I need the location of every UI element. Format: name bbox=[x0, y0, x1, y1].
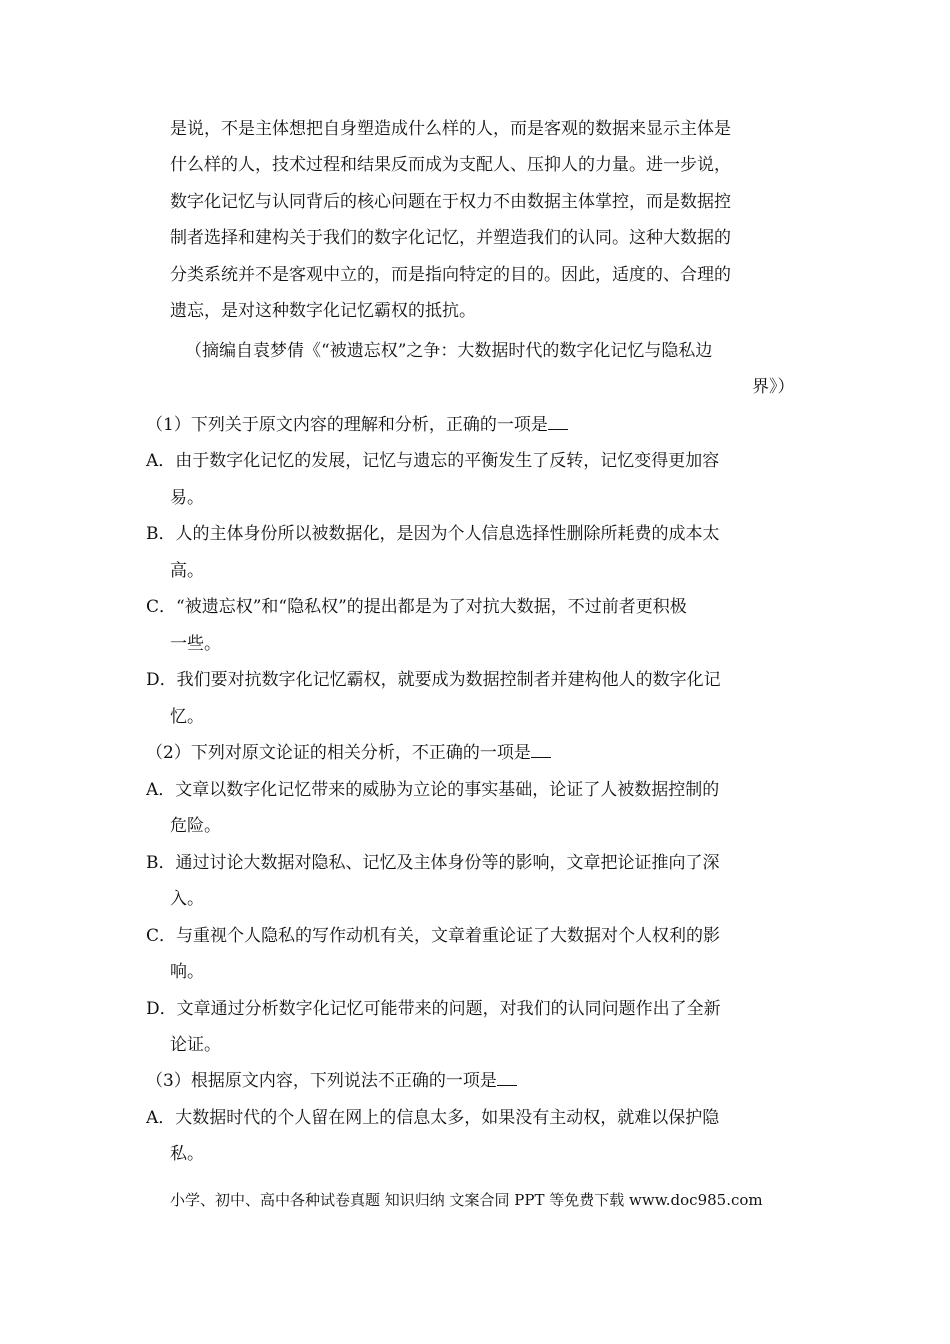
option-a-continued: 危险。 bbox=[170, 816, 221, 836]
question-stem: （2）下列对原文论证的相关分析，不正确的一项是 bbox=[146, 741, 551, 765]
option-d-continued: 忆。 bbox=[170, 707, 204, 727]
option-d[interactable]: D．我们要对抗数字化记忆霸权，就要成为数据控制者并建构他人的数字化记 bbox=[146, 670, 721, 690]
passage-line: 什么样的人，技术过程和结果反而成为支配人、压抑人的力量。进一步说， bbox=[170, 155, 731, 175]
passage-line: 制者选择和建构关于我们的数字化记忆，并塑造我们的认同。这种大数据的 bbox=[170, 228, 731, 248]
question-stem: （1）下列关于原文内容的理解和分析，正确的一项是 bbox=[146, 413, 568, 437]
source-citation-end: 界》） bbox=[752, 377, 795, 397]
passage-line: 数字化记忆与认同背后的核心问题在于权力不由数据主体掌控，而是数据控 bbox=[170, 192, 731, 212]
source-citation: （摘编自袁梦倩《“被遗忘权”之争：大数据时代的数字化记忆与隐私边 bbox=[185, 341, 713, 361]
option-c-continued: 一些。 bbox=[170, 634, 221, 654]
passage-line: 分类系统并不是客观中立的，而是指向特定的目的。因此，适度的、合理的 bbox=[170, 265, 731, 285]
option-a[interactable]: A．大数据时代的个人留在网上的信息太多，如果没有主动权，就难以保护隐 bbox=[146, 1108, 720, 1128]
passage-line: 是说，不是主体想把自身塑造成什么样的人，而是客观的数据来显示主体是 bbox=[170, 119, 731, 139]
passage-line: 遗忘，是对这种数字化记忆霸权的抵抗。 bbox=[170, 301, 476, 321]
option-a-continued: 易。 bbox=[170, 488, 204, 508]
page-footer: 小学、初中、高中各种试卷真题 知识归纳 文案合同 PPT 等免费下载 www.doc985.com bbox=[170, 1191, 763, 1209]
answer-blank[interactable] bbox=[497, 1069, 517, 1086]
option-c[interactable]: C．与重视个人隐私的写作动机有关，文章着重论证了大数据对个人权利的影 bbox=[146, 926, 721, 946]
option-d-continued: 论证。 bbox=[170, 1035, 221, 1055]
option-a[interactable]: A．文章以数字化记忆带来的威胁为立论的事实基础，论证了人被数据控制的 bbox=[146, 780, 720, 800]
option-b-continued: 高。 bbox=[170, 561, 204, 581]
option-c-continued: 响。 bbox=[170, 962, 204, 982]
option-a-continued: 私。 bbox=[170, 1144, 204, 1164]
option-b[interactable]: B．通过讨论大数据对隐私、记忆及主体身份等的影响，文章把论证推向了深 bbox=[146, 853, 720, 873]
option-a[interactable]: A．由于数字化记忆的发展，记忆与遗忘的平衡发生了反转，记忆变得更加容 bbox=[146, 451, 720, 471]
answer-blank[interactable] bbox=[548, 413, 568, 430]
answer-blank[interactable] bbox=[531, 741, 551, 758]
option-d[interactable]: D．文章通过分析数字化记忆可能带来的问题，对我们的认同问题作出了全新 bbox=[146, 999, 721, 1019]
option-c[interactable]: C．“被遗忘权”和“隐私权”的提出都是为了对抗大数据，不过前者更积极 bbox=[146, 597, 687, 617]
option-b-continued: 入。 bbox=[170, 889, 204, 909]
question-stem: （3）根据原文内容，下列说法不正确的一项是 bbox=[146, 1069, 517, 1093]
option-b[interactable]: B．人的主体身份所以被数据化，是因为个人信息选择性删除所耗费的成本太 bbox=[146, 524, 720, 544]
